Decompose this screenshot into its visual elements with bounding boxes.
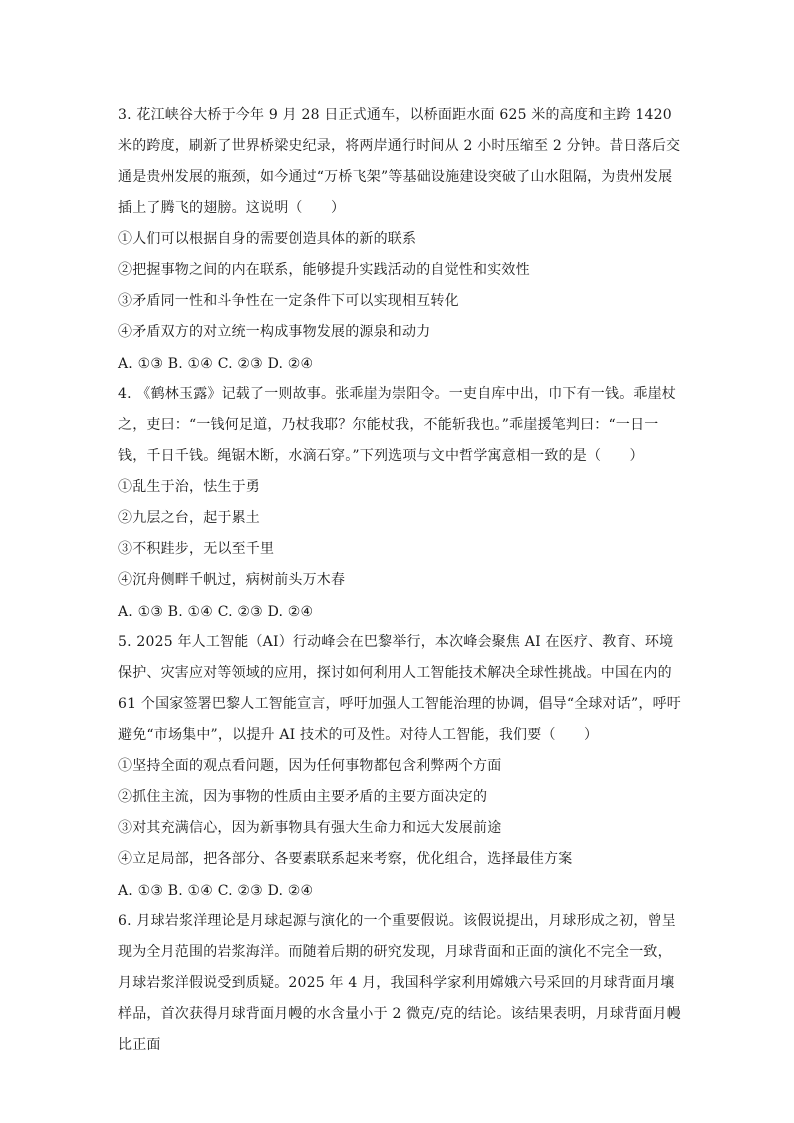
question-stem: 6. 月球岩浆洋理论是月球起源与演化的一个重要假说。该假说提出，月球形成之初，曾呈现为全月范围的岩浆海洋。而随着后期的研究发现，月球背面和正面的演化不完全一致，月球岩浆洋假说受到质疑。2025 年 4 月，我国科学家利用嫦娥六号采回的月球背面月壤样品，首次获得月球背面月幔的水含量小于 2 微克/克的结论。该结果表明，月球背面月幔比正面	[118, 913, 681, 1053]
answer-choices: A. ①③ B. ①④ C. ②③ D. ②④	[118, 603, 314, 620]
question-4	[118, 379, 684, 627]
option-2: ②抓住主流，因为事物的性质由主要矛盾的主要方面决定的	[118, 789, 488, 805]
answer-choices: A. ①③ B. ①④ C. ②③ D. ②④	[118, 882, 314, 899]
option-1: ①坚持全面的观点看问题，因为任何事物都包含利弊两个方面	[118, 758, 502, 774]
option-3: ③对其充满信心，因为新事物具有强大生命力和远大发展前途	[118, 820, 502, 836]
option-4: ④矛盾双方的对立统一构成事物发展的源泉和动力	[118, 324, 431, 340]
option-2: ②把握事物之间的内在联系，能够提升实践活动的自觉性和实效性	[118, 262, 530, 278]
option-4: ④沉舟侧畔千帆过，病树前头万木春	[118, 572, 346, 588]
question-stem: 4. 《鹤林玉露》记载了一则故事。张乖崖为崇阳令。一吏自库中出，巾下有一钱。乖崖杖之，吏曰：“一钱何足道，乃杖我耶？尔能杖我，不能斩我也。”乖崖援笔判曰：“一日一钱，千日千钱。绳锯木断，水滴石穿。”下列选项与文中哲学寓意相一致的是（ ）	[118, 386, 677, 464]
question-stem: 5. 2025 年人工智能（AI）行动峰会在巴黎举行，本次峰会聚焦 AI 在医疗、教育、环境保护、灾害应对等领域的应用，探讨如何利用人工智能技术解决全球性挑战。中国在内的 61 个国家签署巴黎人工智能宣言，呼吁加强人工智能治理的协调，倡导“全球对话”，呼吁避免“市场集中”，以提升 AI 技术的可及性。对待人工智能，我们要（ ）	[118, 634, 681, 743]
question-5	[118, 627, 684, 906]
option-3: ③不积跬步，无以至千里	[118, 541, 275, 557]
question-3	[118, 100, 684, 379]
question-stem: 3. 花江峡谷大桥于今年 9 月 28 日正式通车，以桥面距水面 625 米的高度和主跨 1420 米的跨度，刷新了世界桥梁史纪录，将两岸通行时间从 2 小时压缩至 2 分钟。昔日落后交通是贵州发展的瓶颈，如今通过“万桥飞架”等基础设施建设突破了山水阻隔，为贵州发展插上了腾飞的翅膀。这说明（ ）	[118, 107, 681, 216]
option-1: ①乱生于治，怯生于勇	[118, 479, 260, 495]
option-1: ①人们可以根据自身的需要创造具体的新的联系	[118, 231, 417, 247]
question-6	[118, 906, 684, 1061]
option-3: ③矛盾同一性和斗争性在一定条件下可以实现相互转化	[118, 293, 459, 309]
option-4: ④立足局部，把各部分、各要素联系起来考察，优化组合，选择最佳方案	[118, 851, 573, 867]
answer-choices: A. ①③ B. ①④ C. ②③ D. ②④	[118, 355, 314, 372]
question-list	[118, 100, 684, 1061]
option-2: ②九层之台，起于累土	[118, 510, 260, 526]
